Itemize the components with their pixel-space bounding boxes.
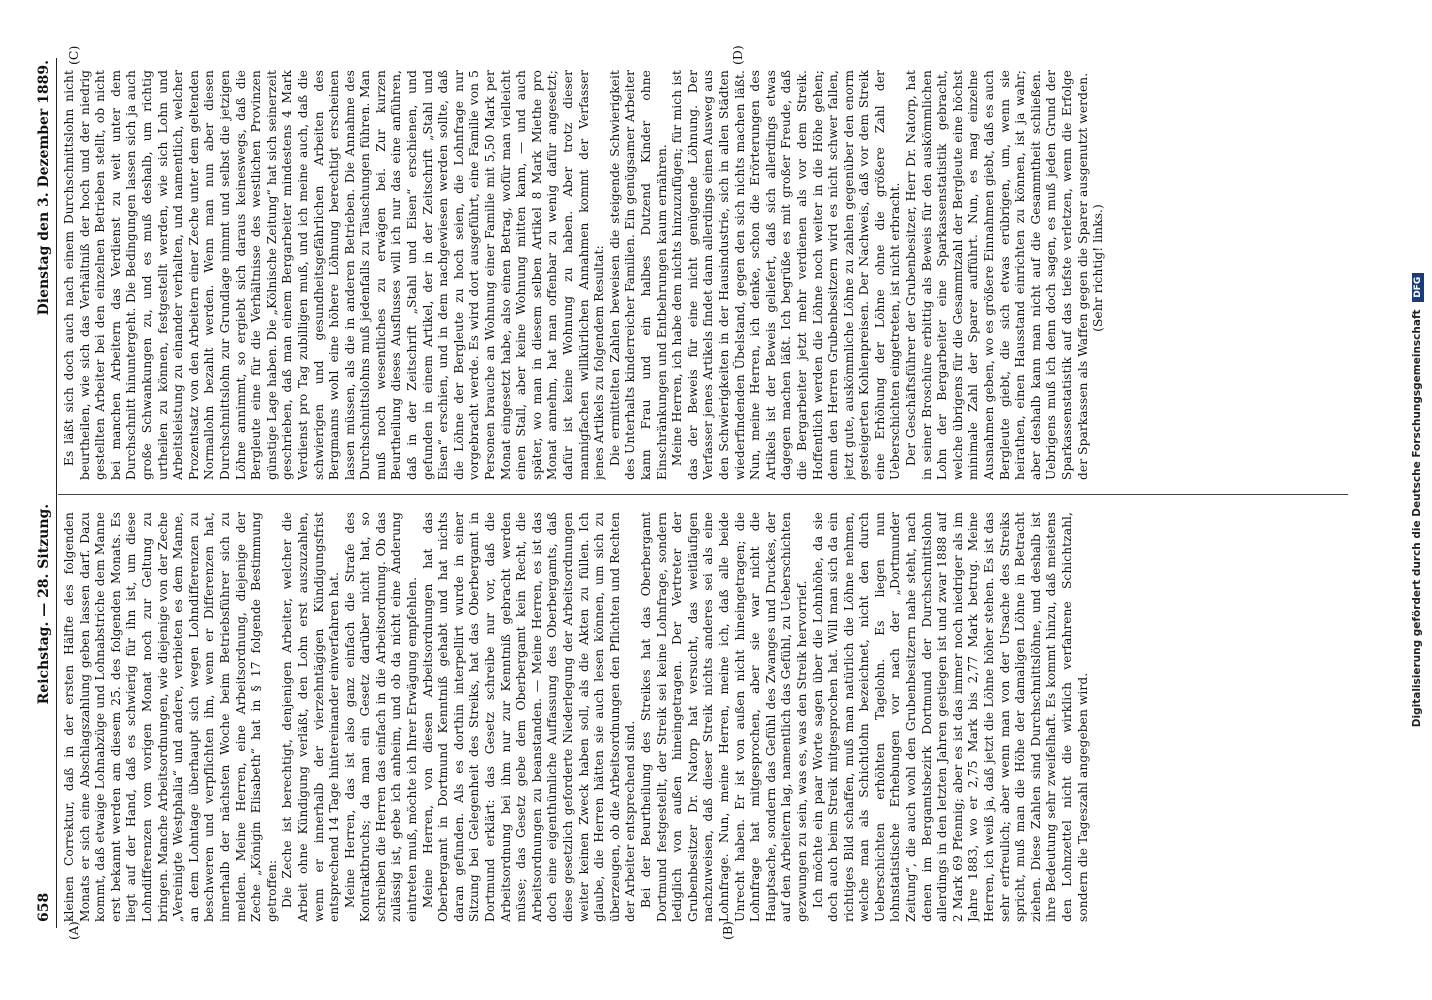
paragraph: Meine Herren, ich habe dem nichts hinzuzufügen; für mich ist das der Beweis für eine nicht genügende Löhnung. Der Verfasser jenes Artikels findet dann allerdings einen Ausweg aus den Schwierigkeiten in der Hausindustrie, sich in allen Städten wiederfindenden Übelstand, gegen den sich nichts machen läßt. Nun, meine Herren, ich denke, schon die Erörterungen des Artikels ist der Beweis geliefert, daß sich allerdings etwas dagegen machen läßt. Ich begrüße es mit großer Freude, daß die Bergarbeiter jetzt mehr verdienen als vor dem Streik. Hoffentlich werden die Löhne noch weiter in die Höhe gehen; denn den Herren Grubenbesitzern wird es nicht schwer fallen, jetzt gute, auskömmliche Löhne zu zahlen gegenüber den enorm gesteigerten Kohlenpreisen. Der Nachweis, daß vor dem Streik eine Erhöhung der Löhne ohne die größere Zahl der Ueberschichten eingetreten, ist nicht erbracht. <box>670 70 903 480</box>
paragraph: Es läßt sich doch auch nach einem Durchschnittslohn nicht beurtheilen, wie sich das Verhältniß der hoch und der niedrig gestellten Arbeiter bei den einzelnen Betrieben stellt, ob nicht bei manchen Arbeitern das Verdienst zu weit unter dem Durchschnitt hinuntergeht. Die Bedingungen lassen sich ja auch große Schwankungen zu, und es muß deshalb, um richtig urtheilen zu können, festgestellt werden, wie sich Lohn und Arbeitsleistung zu einander verhalten, und namentlich, welcher Prozentsatz von den Arbeitern einer Zeche unter dem geltenden Normallohn bezahlt werden. Wenn man nun aber diesen Durchschnittslohn zur Grundlage nimmt und selbst die jetzigen Löhne annimmt, so ergiebt sich daraus keineswegs, daß die Bergleute eine für die Verhältnisse des westlichen Provinzen günstige Lage haben. Die „Kölnische Zeitung“ hat sich seinerzeit geschrieben, daß man einem Bergarbeiter mindestens 4 Mark Verdienst pro Tag zubilligen muß, und ich meine auch, daß die schwierigen und gesundheitsgefährlichen Arbeiten des Bergmanns wohl eine höhere Löhnung berechtigt erscheinen lassen müssen, als die in anderen Betrieben. Die Annahme des Durchschnittslohns muß jedenfalls zu Täuschungen führen. Man muß noch wesentliches zu erwägen bei. Zur kurzen Beurtheilung dieses Ausflusses will ich nur das eine anführen, daß in der Zeitschrift „Stahl und Eisen“ erschienen, und gefunden in einem Artikel, der in der Zeitschrift „Stahl und Eisen“ erschien, und in dem nachgewiesen werden sollte, daß die Löhne der Bergleute zu hoch seien, die Lohnfrage nur vorgebracht werde. Es wird dort ausgeführt, eine Familie von 5 Personen brauche an Wohnung einer Familie mit 5,50 Mark per Monat eingesetzt habe, also einen Betrag, wofür man vielleicht einen Stall, aber keine Wohnung mitten kann, — und auch später, wo man in diesem selben Artikel 8 Mark Miethe pro Monat annehm, hat man offenbar zu wenig dafür angesetzt; dafür ist keine Wohnung zu haben. Aber trotz dieser mannigfachen willkürlichen Annahmen kommt der Verfasser jenes Artikels zu folgendem Resultat: <box>62 70 607 480</box>
paragraph: Die ermittelten Zahlen beweisen die steigende Schwierigkeit des Unterhalts kinderreicher Familien. Ein genügsamer Arbeiter kann Frau und ein halbes Dutzend Kinder ohne Einschränkungen und Entbehrungen kaum ernähren. <box>607 70 669 480</box>
margin-marker-d: (D) <box>730 45 745 65</box>
header-date: Dienstag den 3. Dezember 1889. <box>36 60 52 316</box>
page-header <box>28 60 52 922</box>
paragraph: Der Geschäftsführer der Grubenbesitzer, Herr Dr. Natorp, hat in seiner Broschüre erbittig als Beweis für den auskömmlichen Lohn der Bergarbeiter eine Sparkassenstatistik gebracht, welche übrigens für die Gesammtzahl der Bergleute eine höchst minimale Zahl der Sparer aufführt. Nun, es mag einzelne Ausnahmen geben, wo es größere Einnahmen giebt, daß es auch Bergleute giebt, die sich etwas erübrigen, um, wenn sie heirathen, einen Hausstand einrichten zu können, ist ja wahr; aber deshalb kann man nicht auf die Gesammtheit schließen. Uebrigens muß ich denn doch sagen, es muß jeden Grund der Sparkassenstatistik auf das tiefste verletzen, wenn die Erfolge der Sparkassen als Waffen gegen die Sparer ausgenutzt werden. <box>904 70 1090 480</box>
page-number: 658 <box>36 892 52 922</box>
margin-marker-c: (C) <box>66 45 81 65</box>
paragraph: kleinen Correktur, daß in der ersten Hälfte des folgenden Monats er sich eine Abschlagszahlung geben lassen darf. Dazu kommt, daß etwaige Lohnabzüge und Lohnabstriche dem Manne erst bekannt werden am diesem 25. des folgenden Monats. Es liegt auf der Hand, daß es schwierig für ihn ist, um diese Lohndifferenzen vom vorigen Monat noch zur Geltung zu bringen. Manche Arbeitsordnungen, wie diejenige von der Zeche „Vereinigte Westphalia“ und andere, verbieten es dem Manne, an dem Lohntage überhaupt sich wegen Lohndifferenzen zu beschweren und verpflichten ihn, wenn er Differenzen hat, innerhalb der nächsten Woche beim Betriebsführer sich zu melden. Meine Herren, eine Arbeitsordnung, diejenige der Zeche „Königin Elisabeth“ hat in § 17 folgende Bestimmung getroffen: <box>62 512 279 922</box>
header-rule <box>56 58 57 928</box>
paragraph: Bei der Beurtheilung des Streikes hat das Oberbergamt Dortmund festgestellt, der Streik sei keine Lohnfrage, sondern lediglich von außen hineingetragen. Der Vertreter der Grubenbesitzer Dr. Natorp hat versucht, das weitläufigen nachzuweisen, daß dieser Streik nichts anderes sei als eine Lohnfrage. Nun, meine Herren, meine ich, daß alle beide Unrecht haben. Er ist von außen nicht hineingetragen; die Lohnfrage hat mitgesprochen, aber sie war nicht die Hauptsache, sondern das Gefühl des Zwanges und Druckes, der auf den Arbeitern lag, namentlich das Gefühl, zu Ueberschichten gezwungen zu sein, was es, was den Streik hervorrief. <box>638 512 809 922</box>
digitization-footer <box>1411 0 1424 1000</box>
margin-marker-a: (A) <box>66 921 81 940</box>
paragraph: Ich möchte ein paar Worte sagen über die Lohnhöhe, da sie doch auch beim Streik mitgesprochen hat. Will man sich da ein richtiges Bild schaffen, muß man natürlich die Löhne nehmen, welche man als Schichtlohn bezeichnet, nicht den durch Ueberschichten erhöhten Tagelohn. Es liegen nun lohnstatistische Erhebungen vor nach der „Dortmunder Zeitung“, die auch wohl den Grubenbesitzern nahe steht, nach denen im Bergamtsbezirk Dortmund der Durchschnittslohn allerdings in den letzten Jahren gestiegen ist und zwar 1888 auf 2 Mark 69 Pfennig; aber es ist das immer noch niedriger als im Jahre 1883, wo er 2,75 Mark bis 2,77 Mark betrug. Meine Herren, ich weiß ja, daß jetzt die Löhne höher stehen. Es ist das sehr erfreulich; aber wenn man von der Ursache des Streiks spricht, muß man die Höhe der damaligen Löhne in Betracht ziehen. Diese Zahlen sind Durchschnittslöhne, und deshalb ist ihre Bedeutung sehr zweifelhaft. Es kommt hinzu, daß meistens den Lohnzettel nicht die wirklich verfahrene Schichtzahl, sondern die Tageszahl angegeben wird. <box>810 512 1090 922</box>
left-column <box>62 512 1342 922</box>
dfg-logo: DFG <box>1412 273 1424 302</box>
paragraph: Die Zeche ist berechtigt, denjenigen Arbeiter, welcher die Arbeit ohne Kündigung verläßt, den Lohn erst auszuzahlen, wenn er innerhalb der vierzehntägigen Kündigungsfrist entsprechend 14 Tage hintereinander einverfahren hat. <box>280 512 342 922</box>
paragraph: Meine Herren, von diesen Arbeitsordnungen hat das Oberbergamt in Dortmund Kenntniß gehabt und hat nichts daran gefunden. Als es dorthin interpellirt wurde in einer Sitzung bei Gelegenheit des Streiks, hat das Oberbergamt in Dortmund erklärt: das Gesetz schreibe nur vor, daß die Arbeitsordnung bei ihm nur zur Kenntniß gebracht werden müsse; das Gesetz gebe dem Oberbergamt kein Recht, die Arbeitsordnungen zu beanstanden. — Meine Herren, es ist das doch eine eigenthümliche Auffassung des Oberbergamts, daß diese gesetzlich geforderte Niederlegung der Arbeitsordnungen weiter keinen Zweck haben soll, als die Akten zu füllen. Ich glaube, die Herren hätten sie auch lesen können, um sich zu überzeugen, ob die Arbeitsordnungen den Pflichten und Rechten der Arbeiter entsprechend sind. <box>420 512 638 922</box>
right-column <box>62 70 1342 480</box>
header-title: Reichstag. — 28. Sitzung. <box>36 503 52 705</box>
margin-marker-b: (B) <box>720 921 735 940</box>
column-divider <box>58 494 1348 495</box>
applause-note: (Sehr richtig! links.) <box>1091 204 1106 332</box>
paragraph: Meine Herren, das ist also ganz einfach die Strafe des Kontraktbruchs; da man ein Gesetz darüber nicht hat, so schreiben die Herren das einfach in die Arbeitsordnung. Ob das zulässig ist, gebe ich anheim, und ob da nicht eine Änderung eintreten muß, möchte ich Ihrer Erwägung empfehlen. <box>342 512 420 922</box>
footer-text: Digitalisierung gefördert durch die Deutsche Forschungsgemeinschaft <box>1411 309 1423 728</box>
